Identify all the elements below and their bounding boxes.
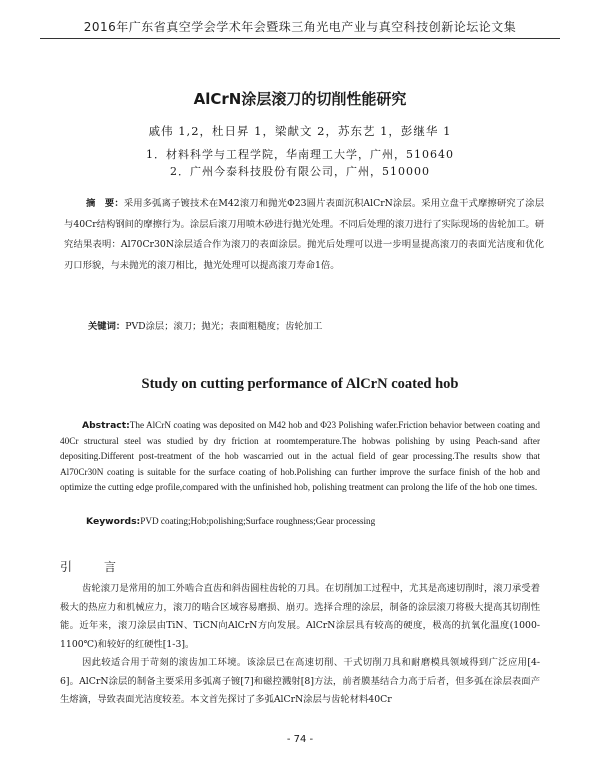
chinese-authors: 戚伟 1,2，杜日昇 1，梁献文 2，苏东艺 1，彭继华 1 — [148, 124, 452, 138]
chinese-affiliation-2: 2．广州今泰科技股份有限公司，广州，510000 — [170, 165, 430, 178]
english-keywords-text: PVD coating;Hob;polishing;Surface roughness;Gear processing — [140, 516, 376, 526]
chinese-keywords — [88, 318, 544, 332]
english-keywords-label: Keywords: — [86, 516, 141, 527]
introduction-paragraph-2: 因此较适合用于苛刻的滚齿加工环境。该涂层已在高速切削、干式切削刀具和耐磨模具领域得到广泛应用[4-6]。AlCrN涂层的制备主要采用多弧离子镀[7]和磁控溅射[8]方法，前者膜基结合力高于后者，但多弧在涂层表面产生熔滴，导致表面光洁度较差。本文首先探讨了多弧AlCrN涂层与齿轮材料40Cr — [60, 657, 540, 705]
introduction-heading: 引 言 — [60, 560, 127, 574]
chinese-keywords-label: 关键词： — [88, 321, 126, 332]
english-abstract — [60, 418, 540, 496]
introduction-paragraph-1: 齿轮滚刀是常用的加工外啮合直齿和斜齿圆柱齿轮的刀具。在切削加工过程中，尤其是高速切削时，滚刀承受着极大的热应力和机械应力，滚刀的啮合区域容易磨损、崩刃。选择合理的涂层，制备的涂层滚刀将极大提高其切削性能。近年来，滚刀涂层由TiN、TiCN向AlCrN方向发展。AlCrN涂层具有较高的硬度，极高的抗氧化温度(1000-1100℃)和较好的红硬性[1-3]。 — [60, 583, 540, 650]
introduction-body — [60, 580, 540, 710]
chinese-abstract-label: 摘 要： — [86, 198, 124, 209]
header-rule — [40, 38, 560, 39]
chinese-abstract-text: 采用多弧离子镀技术在M42滚刀和抛光Φ23圆片表面沉积AlCrN涂层。采用立盘干式摩擦研究了涂层与40Cr结构钢间的摩擦行为。涂层后滚刀用喷木砂进行抛光处理。不同后处理的滚刀进行了实际现场的齿轮加工。研究结果表明：Al70Cr30N涂层适合作为滚刀的表面涂层。抛光后处理可以进一步明显提高滚刀的表面光洁度和优化刃口形貌，与未抛光的滚刀相比，抛光处理可以提高滚刀寿命1倍。 — [64, 198, 544, 271]
running-head: 2016年广东省真空学会学术年会暨珠三角光电产业与真空科技创新论坛论文集 — [83, 20, 517, 34]
chinese-abstract — [64, 194, 544, 276]
english-abstract-label: Abstract: — [82, 420, 130, 431]
chinese-keywords-text: PVD涂层；滚刀；抛光；表面粗糙度；齿轮加工 — [125, 321, 323, 332]
page-number: - 74 - — [286, 734, 314, 745]
chinese-title: AlCrN涂层滚刀的切削性能研究 — [193, 90, 407, 108]
english-title: Study on cutting performance of AlCrN coated hob — [141, 376, 459, 392]
english-abstract-text: The AlCrN coating was deposited on M42 hob and Φ23 Polishing wafer.Friction behavior between coating and 40Cr structural steel was studied by dry friction at roomtemperature.The hobwas polishing by using Peach-sand after depositing.Different post-treatment of the hob wascarried out in the actual field of gear processing.The results show that Al70Cr30N coating is suitable for the surface coating of hob.Polishing can further improve the surface finish of the hob and optimize the cutting edge profile,compared with the unfinished hob, polishing treatment can prolong the life of the hob one times. — [60, 420, 540, 492]
chinese-affiliation-1: 1．材料科学与工程学院，华南理工大学，广州，510640 — [146, 148, 454, 161]
english-keywords — [86, 516, 540, 527]
